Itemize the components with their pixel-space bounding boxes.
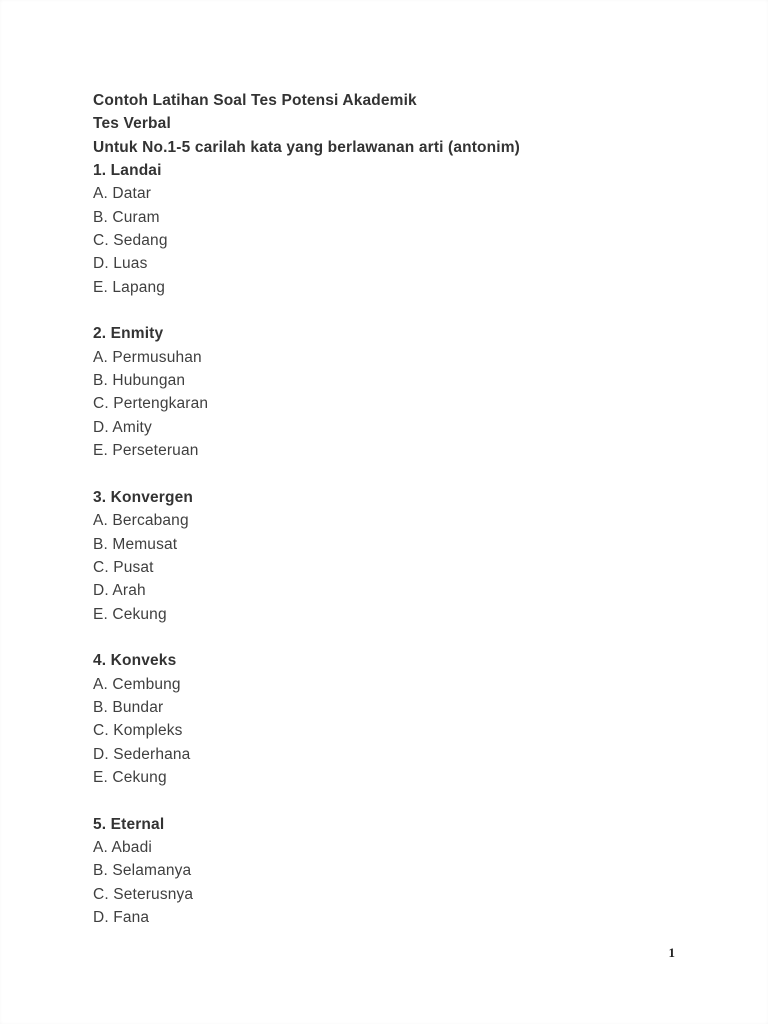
question-5-option-a: A. Abadi bbox=[93, 839, 152, 856]
question-1 bbox=[93, 159, 708, 299]
question-4-option-b: B. Bundar bbox=[93, 698, 164, 716]
question-5-option-d: D. Fana bbox=[93, 909, 150, 927]
question-1-label: 1. Landai bbox=[93, 162, 162, 180]
question-4-option-e: E. Cekung bbox=[93, 768, 167, 786]
question-3-option-d: D. Arah bbox=[93, 582, 146, 600]
question-5 bbox=[93, 813, 708, 930]
question-2-label: 2. Enmity bbox=[93, 325, 164, 343]
question-3-option-e: E. Cekung bbox=[93, 605, 167, 623]
question-1-option-a: A. Datar bbox=[93, 185, 152, 203]
question-2 bbox=[93, 322, 708, 462]
question-2-option-c: C. Pertengkaran bbox=[93, 395, 209, 413]
document-title: Contoh Latihan Soal Tes Potensi Akademik bbox=[93, 92, 417, 109]
question-3-option-b: B. Memusat bbox=[93, 535, 178, 553]
question-5-label: 5. Eternal bbox=[93, 815, 165, 833]
question-4-option-d: D. Sederhana bbox=[93, 745, 191, 763]
question-3 bbox=[93, 486, 708, 626]
question-1-option-b: B. Curam bbox=[93, 208, 160, 226]
question-2-option-d: D. Amity bbox=[93, 418, 152, 436]
question-4-option-a: A. Cembung bbox=[93, 675, 181, 693]
question-3-option-c: C. Pusat bbox=[93, 558, 154, 576]
question-2-option-a: A. Permusuhan bbox=[93, 348, 202, 366]
question-list bbox=[93, 159, 708, 929]
question-2-option-e: E. Perseteruan bbox=[93, 442, 199, 460]
question-4-option-c: C. Kompleks bbox=[93, 722, 183, 740]
question-2-option-b: B. Hubungan bbox=[93, 372, 186, 390]
question-1-option-c: C. Sedang bbox=[93, 232, 168, 250]
page-number: 1 bbox=[668, 945, 675, 960]
document-content bbox=[93, 89, 708, 929]
question-1-option-e: E. Lapang bbox=[93, 278, 166, 296]
question-4 bbox=[93, 649, 708, 789]
question-3-label: 3. Konvergen bbox=[93, 488, 193, 506]
section-subtitle: Tes Verbal bbox=[93, 115, 171, 133]
question-5-option-b: B. Selamanya bbox=[93, 862, 192, 880]
section-instruction: Untuk No.1-5 carilah kata yang berlawanan arti (antonim) bbox=[93, 138, 520, 156]
question-3-option-a: A. Bercabang bbox=[93, 512, 189, 530]
question-4-label: 4. Konveks bbox=[93, 652, 177, 670]
question-1-option-d: D. Luas bbox=[93, 255, 148, 273]
question-5-option-c: C. Seterusnya bbox=[93, 885, 194, 903]
